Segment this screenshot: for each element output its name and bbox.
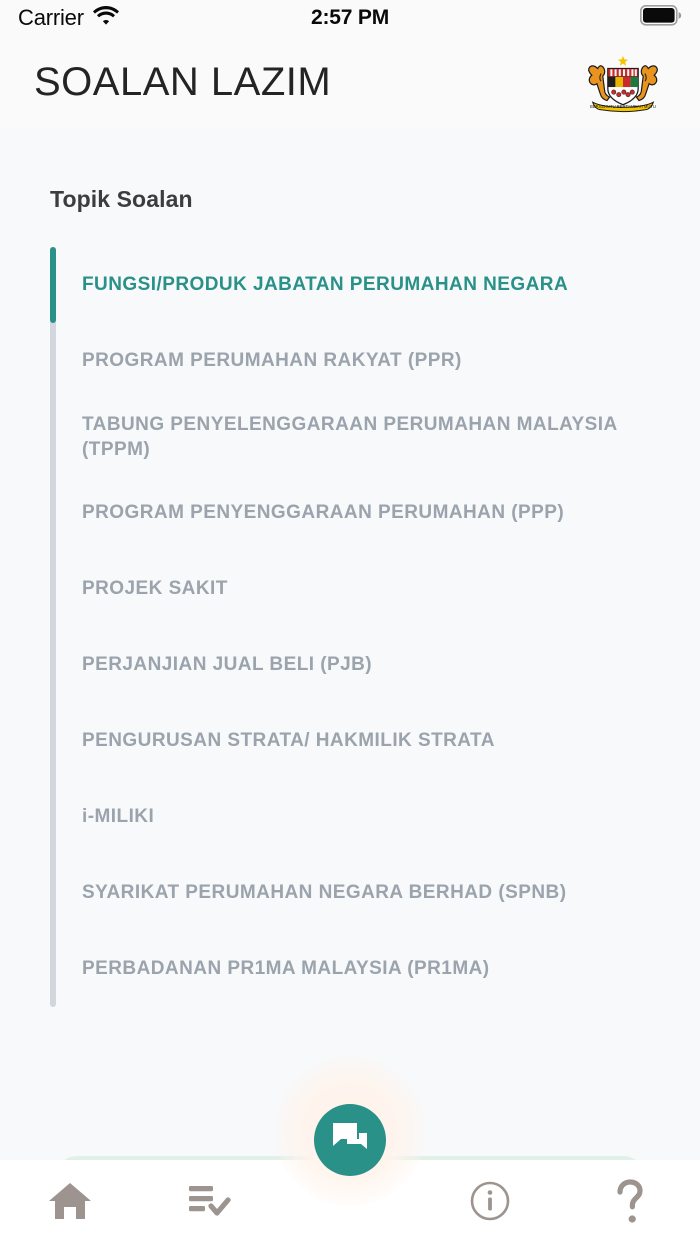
svg-text:BERSEKUTU BERTAMBAH MUTU: BERSEKUTU BERTAMBAH MUTU: [590, 104, 656, 110]
topic-item-label: PROGRAM PENYENGGARAAN PERUMAHAN (PPP): [82, 502, 565, 524]
topic-item-label: PERBADANAN PR1MA MALAYSIA (PR1MA): [82, 958, 490, 980]
wifi-icon: [93, 6, 119, 30]
topic-item-label: PENGURUSAN STRATA/ HAKMILIK STRATA: [82, 730, 495, 752]
topic-item[interactable]: [50, 703, 700, 779]
chat-bubbles-icon: [331, 1121, 369, 1160]
info-icon: [469, 1180, 511, 1225]
carrier-label: Carrier: [18, 5, 84, 30]
topic-item-label: SYARIKAT PERUMAHAN NEGARA BERHAD (SPNB): [82, 882, 567, 904]
topic-item-label: PERJANJIAN JUAL BELI (PJB): [82, 654, 373, 676]
topic-item[interactable]: [50, 627, 700, 703]
nav-checklist[interactable]: [166, 1160, 254, 1244]
status-bar: [0, 0, 700, 36]
topic-rail-track: [50, 247, 56, 1007]
app-header: [0, 36, 700, 128]
nav-home[interactable]: [26, 1160, 114, 1244]
topic-item[interactable]: [50, 931, 700, 1007]
status-bar-left: [18, 5, 119, 31]
topic-item-label: FUNGSI/PRODUK JABATAN PERUMAHAN NEGARA: [82, 274, 569, 296]
content-area: [0, 128, 700, 1244]
topic-item-label: PROGRAM PERUMAHAN RAKYAT (PPR): [82, 350, 462, 372]
home-icon: [47, 1180, 93, 1225]
topic-list-container: [0, 247, 700, 1007]
status-bar-right: [640, 5, 682, 31]
malaysia-coat-of-arms-logo: [580, 50, 666, 114]
topic-item[interactable]: [50, 779, 700, 855]
topic-item[interactable]: [50, 247, 700, 323]
topic-item[interactable]: [50, 855, 700, 931]
status-bar-time: 2:57 PM: [311, 6, 389, 29]
battery-full-icon: [640, 5, 682, 31]
topic-rail-active-indicator: [50, 247, 56, 323]
page-title: SOALAN LAZIM: [34, 60, 332, 104]
chat-fab[interactable]: [314, 1104, 386, 1176]
help-question-icon: [611, 1177, 649, 1228]
topic-item[interactable]: [50, 323, 700, 399]
topic-item-label: TABUNG PENYELENGGARAAN PERUMAHAN MALAYSIA (TPPM): [82, 413, 617, 460]
nav-info[interactable]: [446, 1160, 534, 1244]
section-title: Topik Soalan: [50, 186, 193, 212]
topic-item[interactable]: [50, 551, 700, 627]
topic-item[interactable]: [50, 475, 700, 551]
topic-list: [50, 247, 700, 1007]
nav-help[interactable]: [586, 1160, 674, 1244]
topic-item[interactable]: [50, 399, 700, 475]
topic-item-label: PROJEK SAKIT: [82, 578, 228, 600]
topic-item-label: i-MILIKI: [82, 806, 155, 828]
checklist-icon: [187, 1182, 233, 1223]
